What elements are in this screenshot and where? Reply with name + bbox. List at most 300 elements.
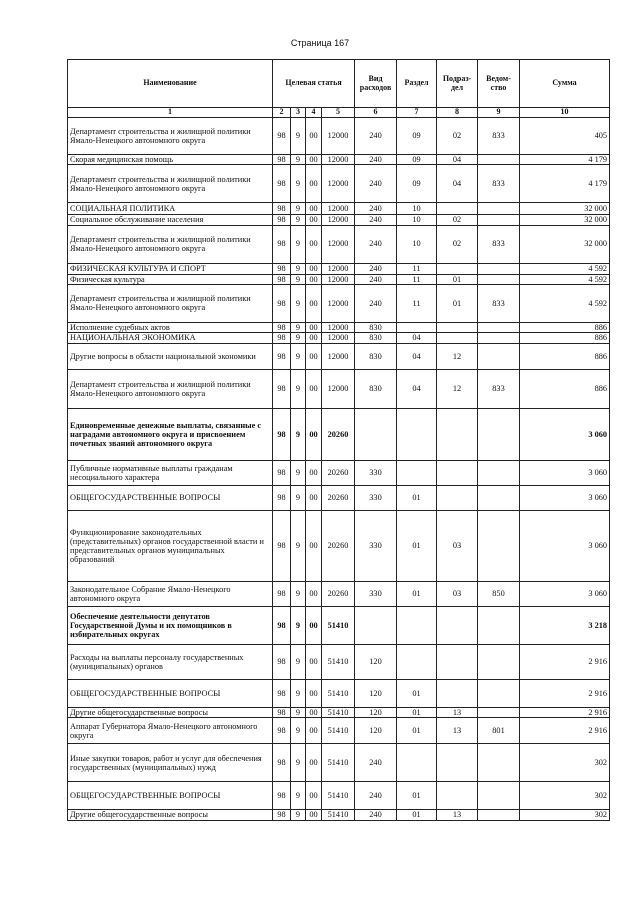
section-cell: 09 <box>397 118 437 155</box>
target-code-3: 00 <box>306 718 322 744</box>
target-code-3: 00 <box>306 263 322 274</box>
department-cell <box>478 461 520 486</box>
amount-cell: 3 060 <box>520 486 610 511</box>
amount-cell: 302 <box>520 810 610 820</box>
subsection-cell <box>437 333 478 344</box>
target-code-3: 00 <box>306 215 322 225</box>
expense-type-cell: 120 <box>355 708 397 718</box>
expense-type-cell: 120 <box>355 718 397 744</box>
row-name: Департамент строительства и жилищной политики Ямало-Ненецкого автономного округа <box>68 165 273 203</box>
target-code-2: 9 <box>291 680 306 708</box>
target-code-1: 98 <box>273 461 291 486</box>
header-expense-type: Вид расходов <box>355 60 397 108</box>
target-code-2: 9 <box>291 284 306 322</box>
table-body <box>68 118 610 821</box>
target-code-3: 00 <box>306 225 322 263</box>
target-code-4: 51410 <box>322 607 355 645</box>
target-code-1: 98 <box>273 511 291 582</box>
table-row <box>68 782 610 810</box>
department-cell: 833 <box>478 284 520 322</box>
subsection-cell: 01 <box>437 284 478 322</box>
table-row <box>68 409 610 461</box>
target-code-3: 00 <box>306 344 322 370</box>
subsection-cell: 13 <box>437 718 478 744</box>
table-row <box>68 333 610 344</box>
target-code-1: 98 <box>273 333 291 344</box>
target-code-4: 12000 <box>322 225 355 263</box>
section-cell: 04 <box>397 333 437 344</box>
row-name: Обеспечение деятельности депутатов Государственной Думы и их помощников в избирательных округах <box>68 607 273 645</box>
section-cell <box>397 744 437 782</box>
amount-cell: 886 <box>520 322 610 332</box>
target-code-4: 51410 <box>322 744 355 782</box>
amount-cell: 2 916 <box>520 645 610 680</box>
target-code-2: 9 <box>291 645 306 680</box>
target-code-1: 98 <box>273 708 291 718</box>
target-code-1: 98 <box>273 263 291 274</box>
amount-cell: 886 <box>520 344 610 370</box>
target-code-4: 20260 <box>322 511 355 582</box>
target-code-4: 51410 <box>322 708 355 718</box>
row-name: Исполнение судебных актов <box>68 322 273 332</box>
header-amount: Сумма <box>520 60 610 108</box>
target-code-1: 98 <box>273 645 291 680</box>
subsection-cell: 02 <box>437 118 478 155</box>
column-number: 4 <box>306 108 322 118</box>
department-cell: 850 <box>478 582 520 607</box>
amount-cell: 3 218 <box>520 607 610 645</box>
department-cell <box>478 333 520 344</box>
row-name: ОБЩЕГОСУДАРСТВЕННЫЕ ВОПРОСЫ <box>68 782 273 810</box>
expense-type-cell: 120 <box>355 680 397 708</box>
table-row <box>68 718 610 744</box>
target-code-4: 12000 <box>322 322 355 332</box>
amount-cell: 886 <box>520 333 610 344</box>
subsection-cell: 02 <box>437 215 478 225</box>
department-cell <box>478 344 520 370</box>
expense-type-cell: 830 <box>355 344 397 370</box>
amount-cell: 2 916 <box>520 680 610 708</box>
target-code-2: 9 <box>291 322 306 332</box>
amount-cell: 3 060 <box>520 511 610 582</box>
department-cell: 833 <box>478 370 520 409</box>
target-code-2: 9 <box>291 782 306 810</box>
target-code-1: 98 <box>273 409 291 461</box>
expense-type-cell: 330 <box>355 486 397 511</box>
target-code-2: 9 <box>291 203 306 215</box>
target-code-2: 9 <box>291 165 306 203</box>
target-code-3: 00 <box>306 607 322 645</box>
department-cell: 801 <box>478 718 520 744</box>
target-code-4: 20260 <box>322 409 355 461</box>
target-code-4: 12000 <box>322 203 355 215</box>
target-code-3: 00 <box>306 461 322 486</box>
table-row <box>68 322 610 332</box>
subsection-cell <box>437 680 478 708</box>
section-cell: 01 <box>397 708 437 718</box>
amount-cell: 32 000 <box>520 203 610 215</box>
column-number: 3 <box>291 108 306 118</box>
target-code-2: 9 <box>291 708 306 718</box>
row-name: Департамент строительства и жилищной политики Ямало-Ненецкого автономного округа <box>68 118 273 155</box>
row-name: Другие общегосударственные вопросы <box>68 708 273 718</box>
expense-type-cell: 240 <box>355 165 397 203</box>
expense-type-cell: 240 <box>355 263 397 274</box>
expense-type-cell: 240 <box>355 782 397 810</box>
target-code-1: 98 <box>273 607 291 645</box>
department-cell <box>478 810 520 820</box>
target-code-1: 98 <box>273 225 291 263</box>
amount-cell: 4 592 <box>520 284 610 322</box>
table-row <box>68 165 610 203</box>
department-cell <box>478 409 520 461</box>
table-row <box>68 155 610 165</box>
column-number: 2 <box>273 108 291 118</box>
subsection-cell: 13 <box>437 708 478 718</box>
target-code-1: 98 <box>273 680 291 708</box>
row-name: ОБЩЕГОСУДАРСТВЕННЫЕ ВОПРОСЫ <box>68 680 273 708</box>
table-row <box>68 680 610 708</box>
target-code-3: 00 <box>306 118 322 155</box>
expense-type-cell <box>355 607 397 645</box>
target-code-4: 20260 <box>322 461 355 486</box>
target-code-1: 98 <box>273 215 291 225</box>
department-cell <box>478 263 520 274</box>
table-row <box>68 203 610 215</box>
department-cell <box>478 155 520 165</box>
department-cell <box>478 744 520 782</box>
row-name: Иные закупки товаров, работ и услуг для обеспечения государственных (муниципальных) нужд <box>68 744 273 782</box>
section-cell: 04 <box>397 344 437 370</box>
subsection-cell <box>437 607 478 645</box>
target-code-3: 00 <box>306 370 322 409</box>
department-cell <box>478 274 520 284</box>
row-name: Аппарат Губернатора Ямало-Ненецкого автономного округа <box>68 718 273 744</box>
subsection-cell <box>437 645 478 680</box>
row-name: ФИЗИЧЕСКАЯ КУЛЬТУРА И СПОРТ <box>68 263 273 274</box>
table-row <box>68 645 610 680</box>
section-cell: 11 <box>397 274 437 284</box>
target-code-2: 9 <box>291 810 306 820</box>
column-number: 7 <box>397 108 437 118</box>
subsection-cell <box>437 744 478 782</box>
target-code-3: 00 <box>306 680 322 708</box>
target-code-4: 12000 <box>322 165 355 203</box>
target-code-2: 9 <box>291 744 306 782</box>
target-code-2: 9 <box>291 274 306 284</box>
target-code-2: 9 <box>291 370 306 409</box>
target-code-1: 98 <box>273 782 291 810</box>
expense-type-cell: 240 <box>355 284 397 322</box>
target-code-4: 51410 <box>322 680 355 708</box>
subsection-cell: 04 <box>437 165 478 203</box>
subsection-cell: 13 <box>437 810 478 820</box>
table-row <box>68 708 610 718</box>
header-section: Раздел <box>397 60 437 108</box>
expense-type-cell: 120 <box>355 645 397 680</box>
department-cell <box>478 680 520 708</box>
column-number: 10 <box>520 108 610 118</box>
expense-type-cell: 240 <box>355 215 397 225</box>
department-cell <box>478 782 520 810</box>
target-code-2: 9 <box>291 215 306 225</box>
expense-type-cell: 240 <box>355 155 397 165</box>
target-code-4: 12000 <box>322 274 355 284</box>
target-code-4: 51410 <box>322 782 355 810</box>
expense-type-cell: 830 <box>355 370 397 409</box>
target-code-3: 00 <box>306 284 322 322</box>
amount-cell: 3 060 <box>520 582 610 607</box>
expense-type-cell: 240 <box>355 274 397 284</box>
target-code-3: 00 <box>306 322 322 332</box>
header-name: Наименование <box>68 60 273 108</box>
expense-type-cell: 240 <box>355 203 397 215</box>
header-row <box>68 60 610 108</box>
row-name: Департамент строительства и жилищной политики Ямало-Ненецкого автономного округа <box>68 225 273 263</box>
department-cell <box>478 486 520 511</box>
amount-cell: 4 179 <box>520 155 610 165</box>
target-code-3: 00 <box>306 203 322 215</box>
row-name: Законодательное Собрание Ямало-Ненецкого автономного округа <box>68 582 273 607</box>
department-cell <box>478 511 520 582</box>
section-cell: 09 <box>397 155 437 165</box>
target-code-2: 9 <box>291 263 306 274</box>
target-code-3: 00 <box>306 333 322 344</box>
target-code-3: 00 <box>306 645 322 680</box>
target-code-4: 51410 <box>322 810 355 820</box>
subsection-cell <box>437 782 478 810</box>
subsection-cell <box>437 263 478 274</box>
subsection-cell <box>437 486 478 511</box>
target-code-1: 98 <box>273 486 291 511</box>
amount-cell: 32 000 <box>520 215 610 225</box>
header-department: Ведом-ство <box>478 60 520 108</box>
row-name: СОЦИАЛЬНАЯ ПОЛИТИКА <box>68 203 273 215</box>
amount-cell: 4 179 <box>520 165 610 203</box>
amount-cell: 3 060 <box>520 461 610 486</box>
row-name: Департамент строительства и жилищной политики Ямало-Ненецкого автономного округа <box>68 370 273 409</box>
row-name: Расходы на выплаты персоналу государственных (муниципальных) органов <box>68 645 273 680</box>
target-code-1: 98 <box>273 370 291 409</box>
section-cell: 09 <box>397 165 437 203</box>
row-name: Единовременные денежные выплаты, связанные с наградами автономного округа и присвоением почетных званий автономного округа <box>68 409 273 461</box>
target-code-1: 98 <box>273 582 291 607</box>
target-code-4: 12000 <box>322 155 355 165</box>
target-code-4: 51410 <box>322 645 355 680</box>
header-target: Целевая статья <box>273 60 355 108</box>
amount-cell: 886 <box>520 370 610 409</box>
target-code-4: 12000 <box>322 118 355 155</box>
target-code-2: 9 <box>291 718 306 744</box>
target-code-4: 51410 <box>322 718 355 744</box>
row-name: Департамент строительства и жилищной политики Ямало-Ненецкого автономного округа <box>68 284 273 322</box>
expense-type-cell: 240 <box>355 744 397 782</box>
target-code-1: 98 <box>273 744 291 782</box>
subsection-cell: 03 <box>437 511 478 582</box>
table-row <box>68 486 610 511</box>
table-row <box>68 511 610 582</box>
target-code-3: 00 <box>306 155 322 165</box>
expense-type-cell: 240 <box>355 118 397 155</box>
section-cell: 01 <box>397 782 437 810</box>
row-name: Другие общегосударственные вопросы <box>68 810 273 820</box>
column-number: 6 <box>355 108 397 118</box>
row-name: Физическая культура <box>68 274 273 284</box>
section-cell: 01 <box>397 810 437 820</box>
table-row <box>68 215 610 225</box>
target-code-1: 98 <box>273 322 291 332</box>
table-row <box>68 582 610 607</box>
subsection-cell: 12 <box>437 344 478 370</box>
section-cell <box>397 645 437 680</box>
target-code-1: 98 <box>273 718 291 744</box>
department-cell <box>478 607 520 645</box>
table-row <box>68 744 610 782</box>
target-code-3: 00 <box>306 511 322 582</box>
target-code-2: 9 <box>291 118 306 155</box>
department-cell <box>478 322 520 332</box>
department-cell: 833 <box>478 165 520 203</box>
target-code-3: 00 <box>306 810 322 820</box>
subsection-cell: 01 <box>437 274 478 284</box>
section-cell: 04 <box>397 370 437 409</box>
target-code-3: 00 <box>306 744 322 782</box>
row-name: НАЦИОНАЛЬНАЯ ЭКОНОМИКА <box>68 333 273 344</box>
subsection-cell <box>437 409 478 461</box>
target-code-1: 98 <box>273 165 291 203</box>
expense-type-cell: 330 <box>355 511 397 582</box>
target-code-4: 12000 <box>322 344 355 370</box>
target-code-1: 98 <box>273 344 291 370</box>
budget-table <box>67 59 610 821</box>
section-cell: 01 <box>397 486 437 511</box>
section-cell: 01 <box>397 511 437 582</box>
section-cell <box>397 409 437 461</box>
target-code-3: 00 <box>306 486 322 511</box>
target-code-3: 00 <box>306 409 322 461</box>
target-code-1: 98 <box>273 118 291 155</box>
subsection-cell: 02 <box>437 225 478 263</box>
table-row <box>68 607 610 645</box>
amount-cell: 302 <box>520 782 610 810</box>
table-row <box>68 263 610 274</box>
table-row <box>68 461 610 486</box>
row-name: Другие вопросы в области национальной экономики <box>68 344 273 370</box>
table-row <box>68 225 610 263</box>
target-code-2: 9 <box>291 511 306 582</box>
table-row <box>68 810 610 820</box>
table-row <box>68 274 610 284</box>
expense-type-cell: 830 <box>355 333 397 344</box>
expense-type-cell: 330 <box>355 582 397 607</box>
target-code-2: 9 <box>291 344 306 370</box>
table-row <box>68 370 610 409</box>
section-cell: 10 <box>397 225 437 263</box>
page-header: Страница 167 <box>290 38 350 48</box>
target-code-2: 9 <box>291 486 306 511</box>
row-name: Социальное обслуживание населения <box>68 215 273 225</box>
section-cell: 01 <box>397 680 437 708</box>
column-number: 8 <box>437 108 478 118</box>
target-code-4: 12000 <box>322 215 355 225</box>
column-number: 5 <box>322 108 355 118</box>
amount-cell: 2 916 <box>520 708 610 718</box>
target-code-1: 98 <box>273 810 291 820</box>
target-code-4: 12000 <box>322 284 355 322</box>
target-code-2: 9 <box>291 582 306 607</box>
department-cell <box>478 215 520 225</box>
target-code-1: 98 <box>273 284 291 322</box>
expense-type-cell: 240 <box>355 810 397 820</box>
target-code-2: 9 <box>291 225 306 263</box>
section-cell <box>397 322 437 332</box>
department-cell <box>478 645 520 680</box>
section-cell: 10 <box>397 203 437 215</box>
amount-cell: 4 592 <box>520 274 610 284</box>
target-code-3: 00 <box>306 165 322 203</box>
expense-type-cell: 330 <box>355 461 397 486</box>
expense-type-cell: 830 <box>355 322 397 332</box>
expense-type-cell <box>355 409 397 461</box>
target-code-4: 20260 <box>322 486 355 511</box>
target-code-2: 9 <box>291 155 306 165</box>
target-code-3: 00 <box>306 708 322 718</box>
department-cell: 833 <box>478 225 520 263</box>
section-cell: 01 <box>397 582 437 607</box>
subsection-cell: 12 <box>437 370 478 409</box>
amount-cell: 32 000 <box>520 225 610 263</box>
section-cell: 11 <box>397 263 437 274</box>
target-code-3: 00 <box>306 782 322 810</box>
header-subsection: Подраз-дел <box>437 60 478 108</box>
table-row <box>68 284 610 322</box>
expense-type-cell: 240 <box>355 225 397 263</box>
target-code-2: 9 <box>291 333 306 344</box>
department-cell: 833 <box>478 118 520 155</box>
target-code-1: 98 <box>273 155 291 165</box>
row-name: Скорая медицинская помощь <box>68 155 273 165</box>
section-cell: 11 <box>397 284 437 322</box>
subsection-cell <box>437 322 478 332</box>
target-code-1: 98 <box>273 274 291 284</box>
column-number: 1 <box>68 108 273 118</box>
subsection-cell: 03 <box>437 582 478 607</box>
amount-cell: 3 060 <box>520 409 610 461</box>
row-name: Публичные нормативные выплаты гражданам несоциального характера <box>68 461 273 486</box>
target-code-4: 12000 <box>322 333 355 344</box>
table-row <box>68 344 610 370</box>
amount-cell: 405 <box>520 118 610 155</box>
target-code-2: 9 <box>291 607 306 645</box>
amount-cell: 4 592 <box>520 263 610 274</box>
row-name: Функционирование законодательных (представительных) органов государственной власти и представительных органов муниципальных образований <box>68 511 273 582</box>
column-number-row <box>68 108 610 118</box>
target-code-4: 20260 <box>322 582 355 607</box>
column-number: 9 <box>478 108 520 118</box>
target-code-1: 98 <box>273 203 291 215</box>
section-cell <box>397 607 437 645</box>
target-code-3: 00 <box>306 274 322 284</box>
amount-cell: 2 916 <box>520 718 610 744</box>
section-cell: 01 <box>397 718 437 744</box>
department-cell <box>478 203 520 215</box>
target-code-2: 9 <box>291 461 306 486</box>
target-code-3: 00 <box>306 582 322 607</box>
section-cell <box>397 461 437 486</box>
target-code-4: 12000 <box>322 370 355 409</box>
department-cell <box>478 708 520 718</box>
target-code-4: 12000 <box>322 263 355 274</box>
